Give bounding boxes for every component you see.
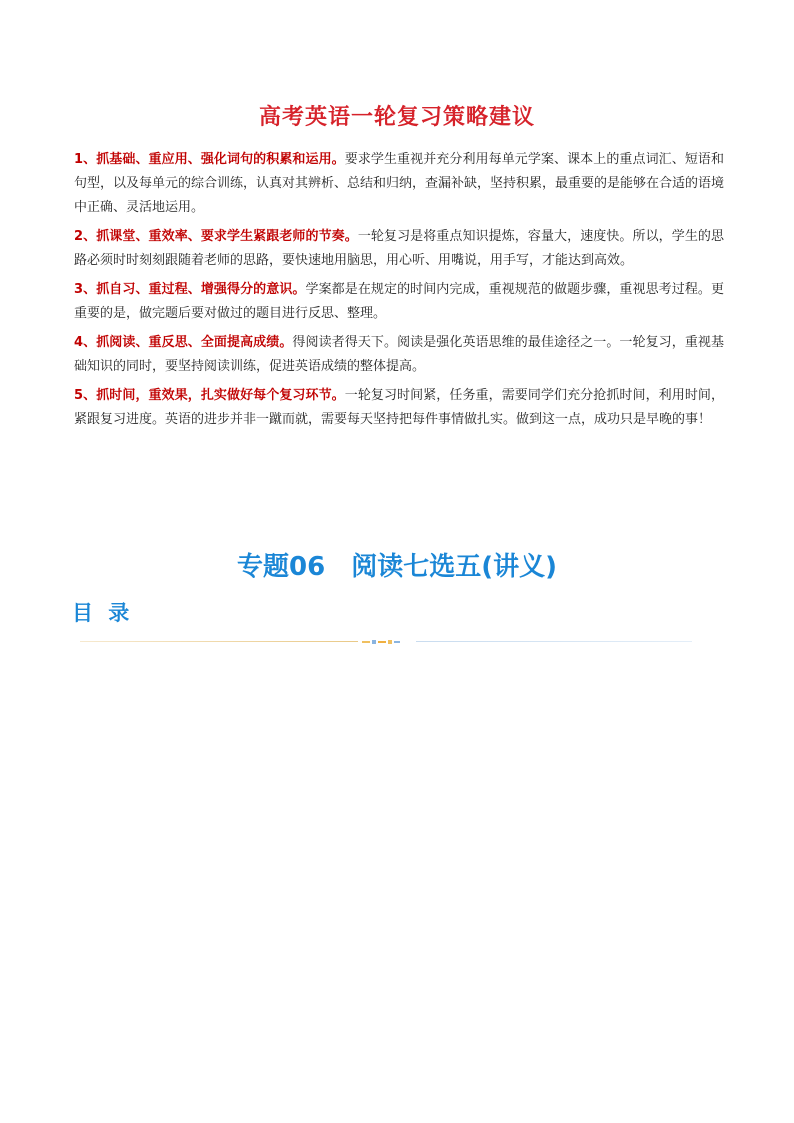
advice-body-4: 得阅读者得天下。阅读是强化英语思维的最佳途径之一。一轮复习，重视基础知识的同时，要坚持阅读训练，促进英语成绩的整体提高。 xyxy=(74,335,724,374)
divider-line-right xyxy=(416,641,692,642)
advice-lead-5: 5、抓时间，重效果，扎实做好每个复习环节。 xyxy=(74,388,345,403)
advice-body-5: 一轮复习时间紧，任务重，需要同学们充分抢抓时间，利用时间，紧跟复习进度。英语的进步并非一蹴而就，需要每天坚持把每件事情做扎实。做到这一点，成功只是早晚的事！ xyxy=(74,388,724,427)
topic-title: 专题06 阅读七选五(讲义) xyxy=(237,552,557,582)
advice-lead-1: 1、抓基础、重应用、强化词句的积累和运用。 xyxy=(74,152,345,167)
advice-body-3: 学案都是在规定的时间内完成，重视规范的做题步骤，重视思考过程。更重要的是，做完题后要对做过的题目进行反思、整理。 xyxy=(74,282,724,321)
advice-paragraph-5 xyxy=(74,384,724,432)
advice-paragraph-2 xyxy=(74,225,724,273)
advice-lead-4: 4、抓阅读、重反思、全面提高成绩。 xyxy=(74,335,293,350)
divider-line-left xyxy=(80,641,358,642)
advice-lead-2: 2、抓课堂、重效率、要求学生紧跟老师的节奏。 xyxy=(74,229,358,244)
advice-body-2: 一轮复习是将重点知识提炼，容量大，速度快。所以，学生的思路必须时时刻刻跟随着老师的思路，要快速地用脑思，用心听、用嘴说，用手写，才能达到高效。 xyxy=(74,229,724,268)
divider-ornament-icon xyxy=(362,639,412,645)
advice-list xyxy=(74,148,724,437)
main-title: 高考英语一轮复习策略建议 xyxy=(258,105,535,130)
advice-paragraph-4 xyxy=(74,331,724,379)
advice-paragraph-3 xyxy=(74,278,724,326)
advice-body-1: 要求学生重视并充分利用每单元学案、课本上的重点词汇、短语和句型，以及每单元的综合训练，认真对其辨析、总结和归纳，查漏补缺，坚持积累，最重要的是能够在合适的语境中正确、灵活地运用。 xyxy=(74,152,725,215)
toc-heading: 目 录 xyxy=(72,601,134,625)
advice-lead-3: 3、抓自习、重过程、增强得分的意识。 xyxy=(74,282,306,297)
advice-paragraph-1 xyxy=(74,148,724,220)
toc-divider xyxy=(80,641,692,642)
